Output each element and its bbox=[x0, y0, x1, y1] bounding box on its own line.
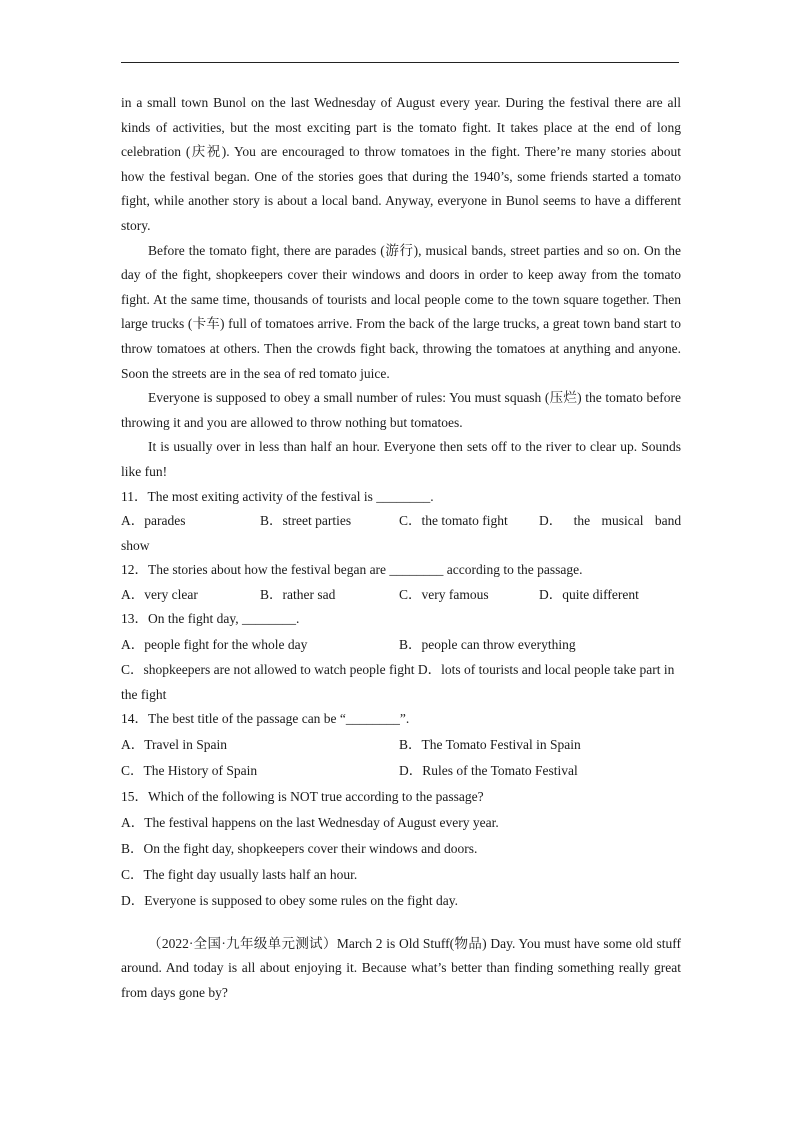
passage-paragraph-3: Everyone is supposed to obey a small number of rules: You must squash (压烂) the tomato before throwing it and you are allowed to throw nothing but tomatoes. bbox=[121, 390, 681, 430]
question-12-stem: 12．The stories about how the festival began are ________ according to the passage. bbox=[121, 562, 583, 578]
question-15-stem: 15．Which of the following is NOT true according to the passage? bbox=[121, 788, 484, 804]
question-15-option-b[interactable]: B．On the fight day, shopkeepers cover their windows and doors. bbox=[121, 840, 478, 856]
section-gap bbox=[121, 914, 681, 932]
question-13-option-a[interactable]: A．people fight for the whole day bbox=[121, 637, 308, 653]
question-13-options-c-d[interactable]: C．shopkeepers are not allowed to watch people fight D．lots of tourists and local people take part in the fight bbox=[121, 662, 675, 702]
question-11-stem: 11．The most exiting activity of the festival is ________. bbox=[121, 488, 434, 504]
question-12-options bbox=[121, 583, 681, 608]
question-13-options-row-1 bbox=[121, 632, 681, 658]
question-11-option-d-continued: show bbox=[121, 537, 150, 553]
question-11-option-b[interactable]: B．street parties bbox=[260, 513, 352, 529]
question-11-option-d[interactable]: D． the musical band bbox=[539, 513, 682, 529]
passage-paragraph-4: It is usually over in less than half an hour. Everyone then sets off to the river to clear up. Sounds like fun! bbox=[121, 439, 681, 479]
question-14-option-d[interactable]: D．Rules of the Tomato Festival bbox=[399, 762, 578, 778]
question-14-options-row-1 bbox=[121, 732, 681, 758]
question-11-option-c[interactable]: C．the tomato fight bbox=[399, 513, 508, 529]
question-13-stem: 13．On the fight day, ________. bbox=[121, 611, 300, 627]
passage-paragraph-2: Before the tomato fight, there are parades (游行), musical bands, street parties and so on. On the day of the fight, shopkeepers cover their windows and doors in order to keep away from the tomato fight. At the same time, thousands of tourists and local people come to the town square together. Then large trucks (卡车) full of tomatoes arrive. From the back of the large trucks, a great town band start to throw tomatoes at others. Then the crowds fight back, throwing the tomatoes at anything and anyone. Soon the streets are in the sea of red tomato juice. bbox=[121, 242, 681, 381]
question-14-option-c[interactable]: C．The History of Spain bbox=[121, 762, 258, 778]
question-14-option-b[interactable]: B．The Tomato Festival in Spain bbox=[399, 736, 581, 752]
question-15-option-a[interactable]: A．The festival happens on the last Wednesday of August every year. bbox=[121, 814, 499, 830]
question-12-option-a[interactable]: A．very clear bbox=[121, 586, 198, 602]
question-11-options bbox=[121, 509, 681, 534]
question-15-option-c[interactable]: C．The fight day usually lasts half an hour. bbox=[121, 866, 358, 882]
question-15-option-d[interactable]: D．Everyone is supposed to obey some rules on the fight day. bbox=[121, 892, 458, 908]
question-12-option-d[interactable]: D．quite different bbox=[539, 586, 639, 602]
question-12-option-b[interactable]: B．rather sad bbox=[260, 586, 336, 602]
next-passage-intro: （2022·全国·九年级单元测试）March 2 is Old Stuff(物品) Day. You must have some old stuff around. And today is all about enjoying it. Because what’s better than finding something really great from days gone by? bbox=[121, 935, 681, 1001]
question-11-option-a[interactable]: A．parades bbox=[121, 513, 186, 529]
document-body bbox=[121, 91, 681, 1006]
passage-paragraph-1: in a small town Bunol on the last Wednesday of August every year. During the festival there are all kinds of activities, but the most exciting part is the tomato fight. It takes place at the end of long celebration (庆祝). You are encouraged to throw tomatoes in the fight. There’re many stories about how the festival began. One of the stories goes that during the 1940’s, some friends started a tomato fight, while another story is about a local band. Anyway, everyone in Bunol seems to have a different story. bbox=[121, 95, 681, 233]
question-14-option-a[interactable]: A．Travel in Spain bbox=[121, 736, 228, 752]
question-13-option-b[interactable]: B．people can throw everything bbox=[399, 637, 576, 653]
question-14-options-row-2 bbox=[121, 758, 681, 784]
header-rule bbox=[121, 62, 679, 63]
question-14-stem: 14．The best title of the passage can be “________”. bbox=[121, 711, 410, 727]
question-12-option-c[interactable]: C．very famous bbox=[399, 586, 489, 602]
